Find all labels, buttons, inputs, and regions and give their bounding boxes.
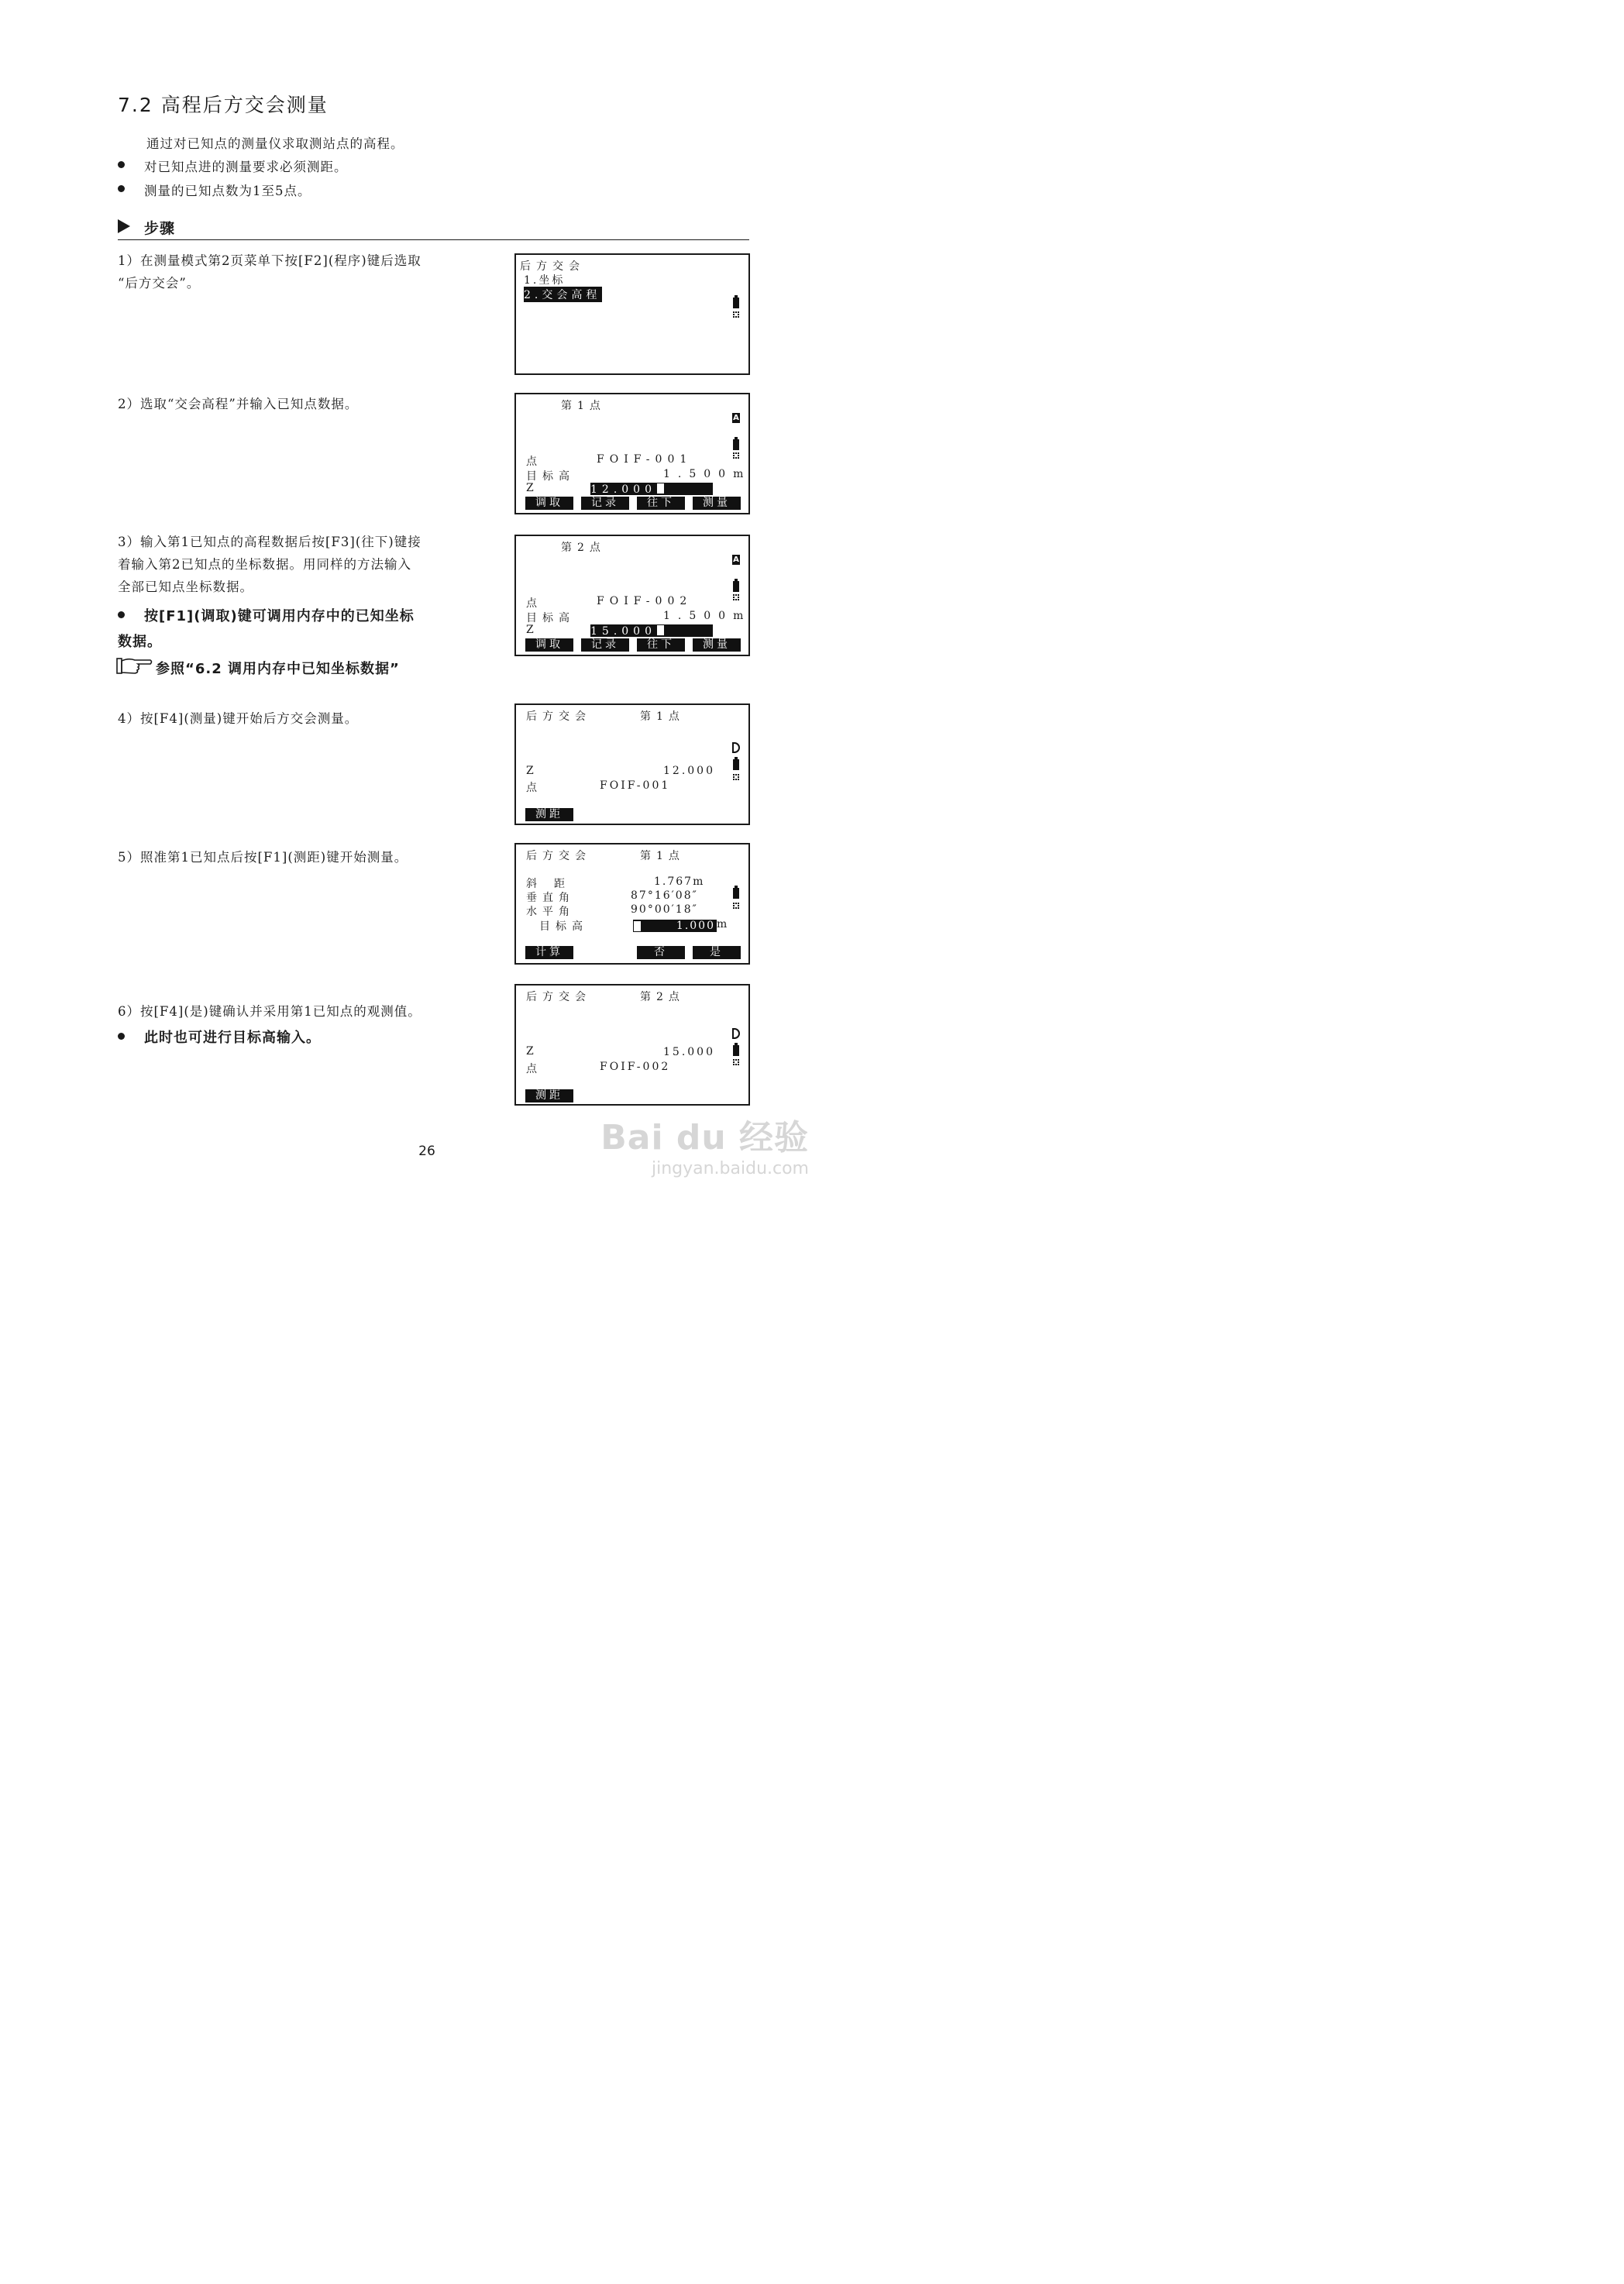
reference-link[interactable]: 参照“6.2 调用内存中已知坐标数据” — [156, 661, 400, 677]
step-2-line-1: 2）选取“交会高程”并输入已知点数据。 — [118, 397, 359, 411]
bullet-dot — [118, 185, 125, 192]
target-height-value: 1.500m — [663, 468, 752, 480]
softkey-f3-next[interactable]: 往下 — [637, 497, 685, 510]
battery-icon — [733, 298, 739, 308]
step-3-line-3: 全部已知点坐标数据。 — [118, 580, 253, 594]
z-label: Z — [526, 1045, 535, 1058]
bullet-2: 测量的已知点数为1至5点。 — [144, 184, 311, 198]
softkey-f1-distance[interactable]: 测距 — [525, 1089, 573, 1102]
prism-icon — [732, 1028, 740, 1039]
mode-badge: A — [733, 414, 739, 422]
step-4-line-1: 4）按[F4](测量)键开始后方交会测量。 — [118, 711, 359, 726]
text-cursor — [656, 483, 665, 494]
battery-icon — [733, 759, 739, 770]
intro-text: 通过对已知点的测量仪求取测站点的高程。 — [146, 136, 404, 151]
signal-icon — [733, 774, 739, 780]
z-label: Z — [526, 482, 535, 494]
slope-distance-value: 1.767m — [654, 875, 705, 888]
target-height-label: 目标高 — [526, 612, 575, 624]
target-height-unit: m — [717, 918, 728, 930]
screen-header: 第2点 — [640, 991, 685, 1003]
step-1-line-1: 1）在测量模式第2页菜单下按[F2](程序)键后选取 — [118, 253, 421, 268]
menu-item-coordinate[interactable]: 1.坐标 — [524, 274, 566, 287]
text-cursor — [656, 624, 665, 636]
screen-header: 第1点 — [561, 400, 606, 412]
target-height-value: 1.000 — [676, 920, 715, 932]
step-6-line-1: 6）按[F4](是)键确认并采用第1已知点的观测值。 — [118, 1004, 421, 1019]
point-label: 点 — [526, 1063, 538, 1075]
step-3-line-1: 3）输入第1已知点的高程数据后按[F3](往下)键接 — [118, 535, 421, 549]
bullet-dot — [118, 611, 125, 618]
point-label: 点 — [526, 456, 538, 468]
steps-heading: 步骤 — [144, 220, 176, 237]
target-height-label: 目标高 — [539, 920, 588, 933]
lcd-screen-measure-point2 — [514, 984, 750, 1106]
signal-icon — [733, 594, 739, 600]
target-height-label: 目标高 — [526, 470, 575, 483]
signal-icon — [733, 452, 739, 459]
signal-icon — [733, 903, 739, 909]
lcd-screen-menu — [514, 253, 750, 375]
page-number: 26 — [418, 1144, 435, 1159]
screen-title: 后方交会 — [526, 991, 591, 1003]
softkey-f1-recall[interactable]: 调取 — [525, 638, 573, 652]
play-triangle-icon — [118, 219, 130, 233]
step-1-line-2: “后方交会”。 — [118, 276, 201, 291]
prism-icon — [732, 742, 740, 753]
section-title: 7.2 高程后方交会测量 — [118, 94, 329, 116]
signal-icon — [733, 1059, 739, 1065]
lcd-screen-point1-input — [514, 393, 750, 514]
battery-icon — [733, 1045, 739, 1056]
target-height-value: 1.500m — [663, 610, 752, 622]
battery-icon — [733, 888, 739, 899]
point-label: 点 — [526, 782, 538, 794]
screen-header: 第1点 — [640, 850, 685, 862]
pointing-hand-icon — [116, 656, 153, 676]
horizontal-angle-value: 90°00′18″ — [631, 903, 698, 916]
signal-icon — [733, 311, 739, 318]
vertical-angle-value: 87°16′08″ — [631, 889, 698, 902]
step-5-line-1: 5）照准第1已知点后按[F1](测距)键开始测量。 — [118, 850, 408, 865]
point-value: FOIF-001 — [597, 453, 693, 466]
screen-header: 第1点 — [640, 710, 685, 723]
horizontal-angle-label: 水平角 — [526, 906, 575, 918]
z-input-value: 15.000 — [590, 625, 656, 638]
heading-divider — [118, 239, 749, 240]
menu-item-elevation[interactable]: 2.交会高程 — [524, 287, 602, 302]
z-value: 15.000 — [663, 1046, 715, 1058]
target-height-input[interactable] — [633, 920, 717, 932]
bullet-dot — [118, 1033, 125, 1040]
point-value: FOIF-002 — [600, 1061, 671, 1073]
softkey-f2-record[interactable]: 记录 — [581, 638, 629, 652]
softkey-f2-record[interactable]: 记录 — [581, 497, 629, 510]
lcd-screen-result-point1 — [514, 843, 750, 965]
z-value: 12.000 — [663, 765, 715, 777]
lcd-screen-point2-input — [514, 535, 750, 656]
screen-title: 后方交会 — [526, 850, 591, 862]
softkey-f4-measure[interactable]: 测量 — [693, 497, 741, 510]
watermark-url: jingyan.baidu.com — [651, 1159, 809, 1178]
bullet-dot — [118, 161, 125, 168]
step-3-line-2: 着输入第2已知点的坐标数据。用同样的方法输入 — [118, 557, 411, 572]
z-input-field[interactable] — [590, 483, 713, 495]
softkey-f4-measure[interactable]: 测量 — [693, 638, 741, 652]
softkey-f4-yes[interactable]: 是 — [693, 946, 741, 959]
screen-title: 后方交会 — [526, 710, 591, 723]
vertical-angle-label: 垂直角 — [526, 892, 575, 904]
z-input-field[interactable] — [590, 624, 713, 637]
watermark-logo: Bai du 经验 — [600, 1118, 809, 1157]
z-input-value: 12.000 — [590, 483, 656, 496]
screen-header: 第2点 — [561, 542, 606, 554]
mode-badge: A — [733, 556, 739, 564]
text-cursor — [633, 920, 642, 932]
z-label: Z — [526, 624, 535, 636]
softkey-f1-distance[interactable]: 测距 — [525, 808, 573, 821]
bullet-1: 对已知点进的测量要求必须测距。 — [144, 160, 348, 174]
softkey-f1-recall[interactable]: 调取 — [525, 497, 573, 510]
softkey-f1-calculate[interactable]: 计算 — [525, 946, 573, 959]
step-3-note-line-2: 数据。 — [118, 634, 162, 650]
step-3-note-line-1: 按[F1](调取)键可调用内存中的已知坐标 — [144, 608, 415, 624]
lcd-screen-measure-point1 — [514, 703, 750, 825]
point-value: FOIF-001 — [600, 779, 671, 792]
softkey-f3-next[interactable]: 往下 — [637, 638, 685, 652]
battery-icon — [733, 581, 739, 592]
screen-title: 后方交会 — [520, 260, 585, 273]
softkey-f3-no[interactable]: 否 — [637, 946, 685, 959]
point-label: 点 — [526, 597, 538, 610]
step-6-note: 此时也可进行目标高输入。 — [144, 1030, 321, 1046]
point-value: FOIF-002 — [597, 595, 693, 607]
z-label: Z — [526, 765, 535, 777]
slope-distance-label: 斜距 — [526, 878, 582, 890]
battery-icon — [733, 439, 739, 450]
